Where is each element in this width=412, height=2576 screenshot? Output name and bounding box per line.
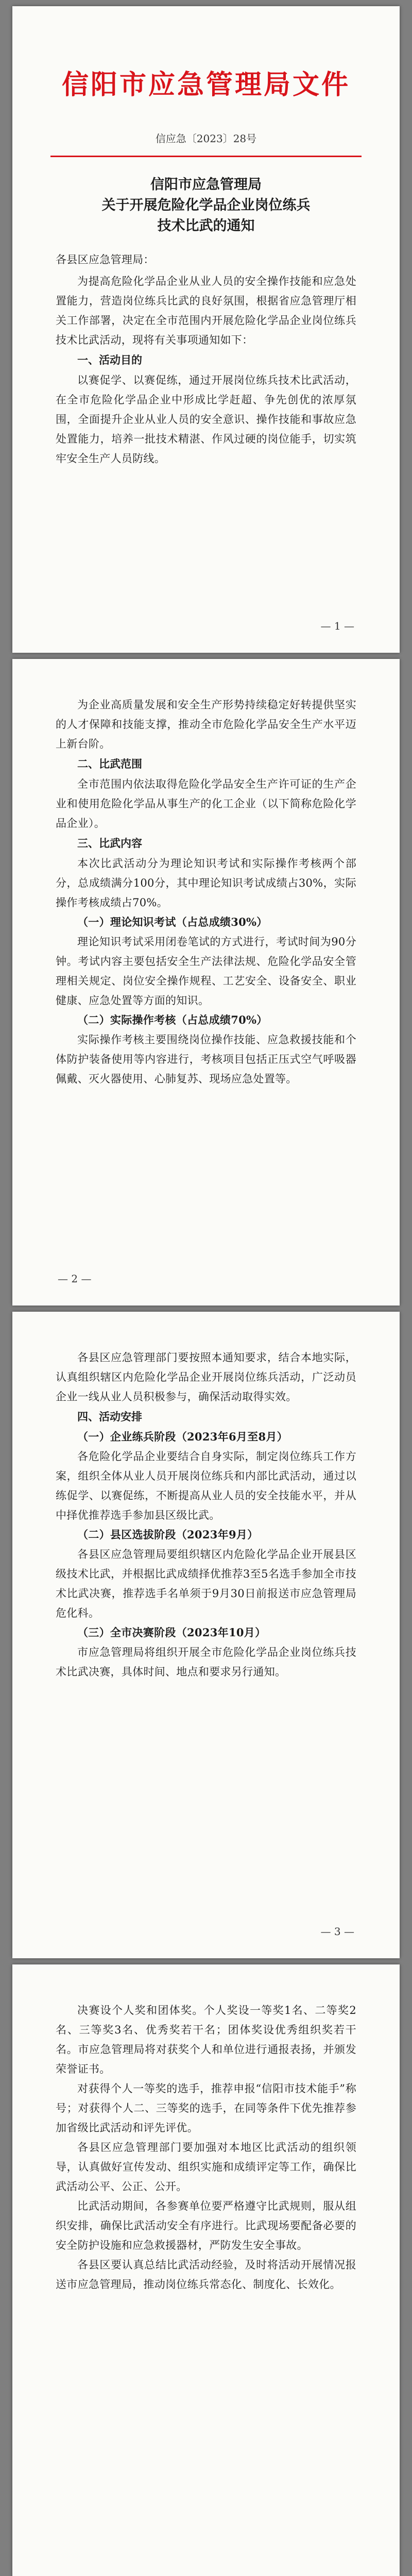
- section-1-text: 以赛促学、以赛促练，通过开展岗位练兵技术比武活动，在全市危险化学品企业中形成比学赶超、争先创优的浓厚氛围，全面提升企业从业人员的安全意识、操作技能和事故应急处置能力，培养一批技术精湛、作风过硬的岗位能手，切实筑牢安全生产人员防线。: [56, 374, 356, 465]
- phase-1-text: 各危险化学品企业要结合自身实际，制定岗位练兵工作方案，组织全体从业人员开展岗位练兵和内部比武活动，通过以练促学、以赛促练，不断提高从业人员的安全技能水平，并从中择优推荐选手参加县区级比武。: [56, 1450, 356, 1521]
- honor-paragraph: 对获得个人一等奖的选手，推荐申报“信阳市技术能手”称号；对获得个人二、三等奖的选手，在同等条件下优先推荐参加省级比武活动和评先评优。: [56, 2082, 356, 2134]
- page-number: — 3 —: [320, 1925, 354, 1938]
- intro-paragraph: 为提高危险化学品企业从业人员的安全操作技能和应急处置能力，营造岗位练兵比武的良好氛围，根据省应急管理厅相关工作部署，决定在全市范围内开展危险化学品企业岗位练兵技术比武活动，现将有关事项通知如下：: [56, 275, 356, 346]
- page-1: [12, 6, 400, 653]
- section-heading-1: 一、活动目的: [77, 354, 142, 366]
- doc-title: [56, 175, 356, 236]
- subsection-2-heading: （二）实际操作考核（占总成绩70%）: [77, 1013, 268, 1026]
- phase-2-text: 各县区应急管理局要组织辖区内危险化学品企业开展县区级技术比武，并根据比武成绩择优推荐3至5名选手参加全市技术比武决赛，推荐选手名单须于9月30日前报送市应急管理局危化科。: [56, 1548, 356, 1619]
- organization-paragraph: 各县区应急管理部门要加强对本地区比武活动的组织领导，认真做好宣传发动、组织实施和成绩评定等工作，确保比武活动公平、公正、公开。: [56, 2141, 356, 2193]
- phase-1-heading: （一）企业练兵阶段（2023年6月至8月）: [77, 1430, 288, 1443]
- phase-3-heading: （三）全市决赛阶段（2023年10月）: [77, 1626, 266, 1639]
- subsection-1-text: 理论知识考试采用闭卷笔试的方式进行，考试时间为90分钟。考试内容主要包括安全生产法律法规、危险化学品安全管理相关规定、岗位安全操作规程、工艺安全、设备安全、职业健康、应急处置等方面的知识。: [56, 936, 356, 1007]
- page-3: [12, 1312, 400, 1958]
- section-heading-4: 四、活动安排: [77, 1411, 142, 1423]
- page-2: [12, 659, 400, 1306]
- section-1-continued: 为企业高质量发展和安全生产形势持续稳定好转提供坚实的人才保障和技能支撑，推动全市危险化学品安全生产水平迈上新台阶。: [56, 699, 356, 750]
- title-line-3: 技术比武的通知: [157, 218, 255, 234]
- phase-3-text: 市应急管理局将组织开展全市危险化学品企业岗位练兵技术比武决赛，具体时间、地点和要求另行通知。: [56, 1646, 356, 1678]
- section-heading-2: 二、比武范围: [77, 758, 142, 770]
- section-heading-3: 三、比武内容: [77, 837, 142, 850]
- page-4: [12, 1964, 400, 2576]
- subsection-2-text: 实际操作考核主要围绕岗位操作技能、应急救援技能和个体防护装备使用等内容进行，考核项目包括正压式空气呼吸器佩戴、灭火器使用、心肺复苏、现场应急处置等。: [56, 1033, 356, 1085]
- awards-paragraph: 决赛设个人奖和团体奖。个人奖设一等奖1名、二等奖2名、三等奖3名、优秀奖若干名；团体奖设优秀组织奖若干名。市应急管理局将对获奖个人和单位进行通报表扬，并颁发荣誉证书。: [56, 2004, 356, 2075]
- title-line-1: 信阳市应急管理局: [150, 177, 262, 193]
- page-number: — 1 —: [320, 620, 354, 632]
- page-number: — 2 —: [58, 1273, 92, 1285]
- title-line-2: 关于开展危险化学品企业岗位练兵: [101, 197, 311, 213]
- section-2-text: 全市范围内依法取得危险化学品安全生产许可证的生产企业和使用危险化学品从事生产的化工企业（以下简称危险化学品企业）。: [56, 778, 356, 829]
- subsection-1-heading: （一）理论知识考试（占总成绩30%）: [77, 916, 268, 928]
- safety-paragraph: 比武活动期间，各参赛单位要严格遵守比武规则，服从组织安排，确保比武活动安全有序进行。比武现场要配备必要的安全防护设施和应急救援器材，严防发生安全事故。: [56, 2200, 356, 2251]
- doc-number: 信应急〔2023〕28号: [155, 132, 257, 145]
- red-divider: [50, 156, 362, 157]
- phase-2-heading: （二）县区选拔阶段（2023年9月）: [77, 1528, 259, 1541]
- doc-header-title: 信阳市应急管理局文件: [61, 69, 350, 100]
- page-3-intro: 各县区应急管理部门要按照本通知要求，结合本地实际，认真组织辖区内危险化学品企业开展岗位练兵活动，广泛动员企业一线从业人员积极参与，确保活动取得实效。: [56, 1351, 356, 1403]
- summary-paragraph: 各县区要认真总结比武活动经验，及时将活动开展情况报送市应急管理局，推动岗位练兵常态化、制度化、长效化。: [56, 2259, 356, 2291]
- addressee: 各县区应急管理局：: [56, 253, 154, 266]
- section-3-text: 本次比武活动分为理论知识考试和实际操作考核两个部分，总成绩满分100分，其中理论知识考试成绩占30%，实际操作考核成绩占70%。: [56, 857, 356, 909]
